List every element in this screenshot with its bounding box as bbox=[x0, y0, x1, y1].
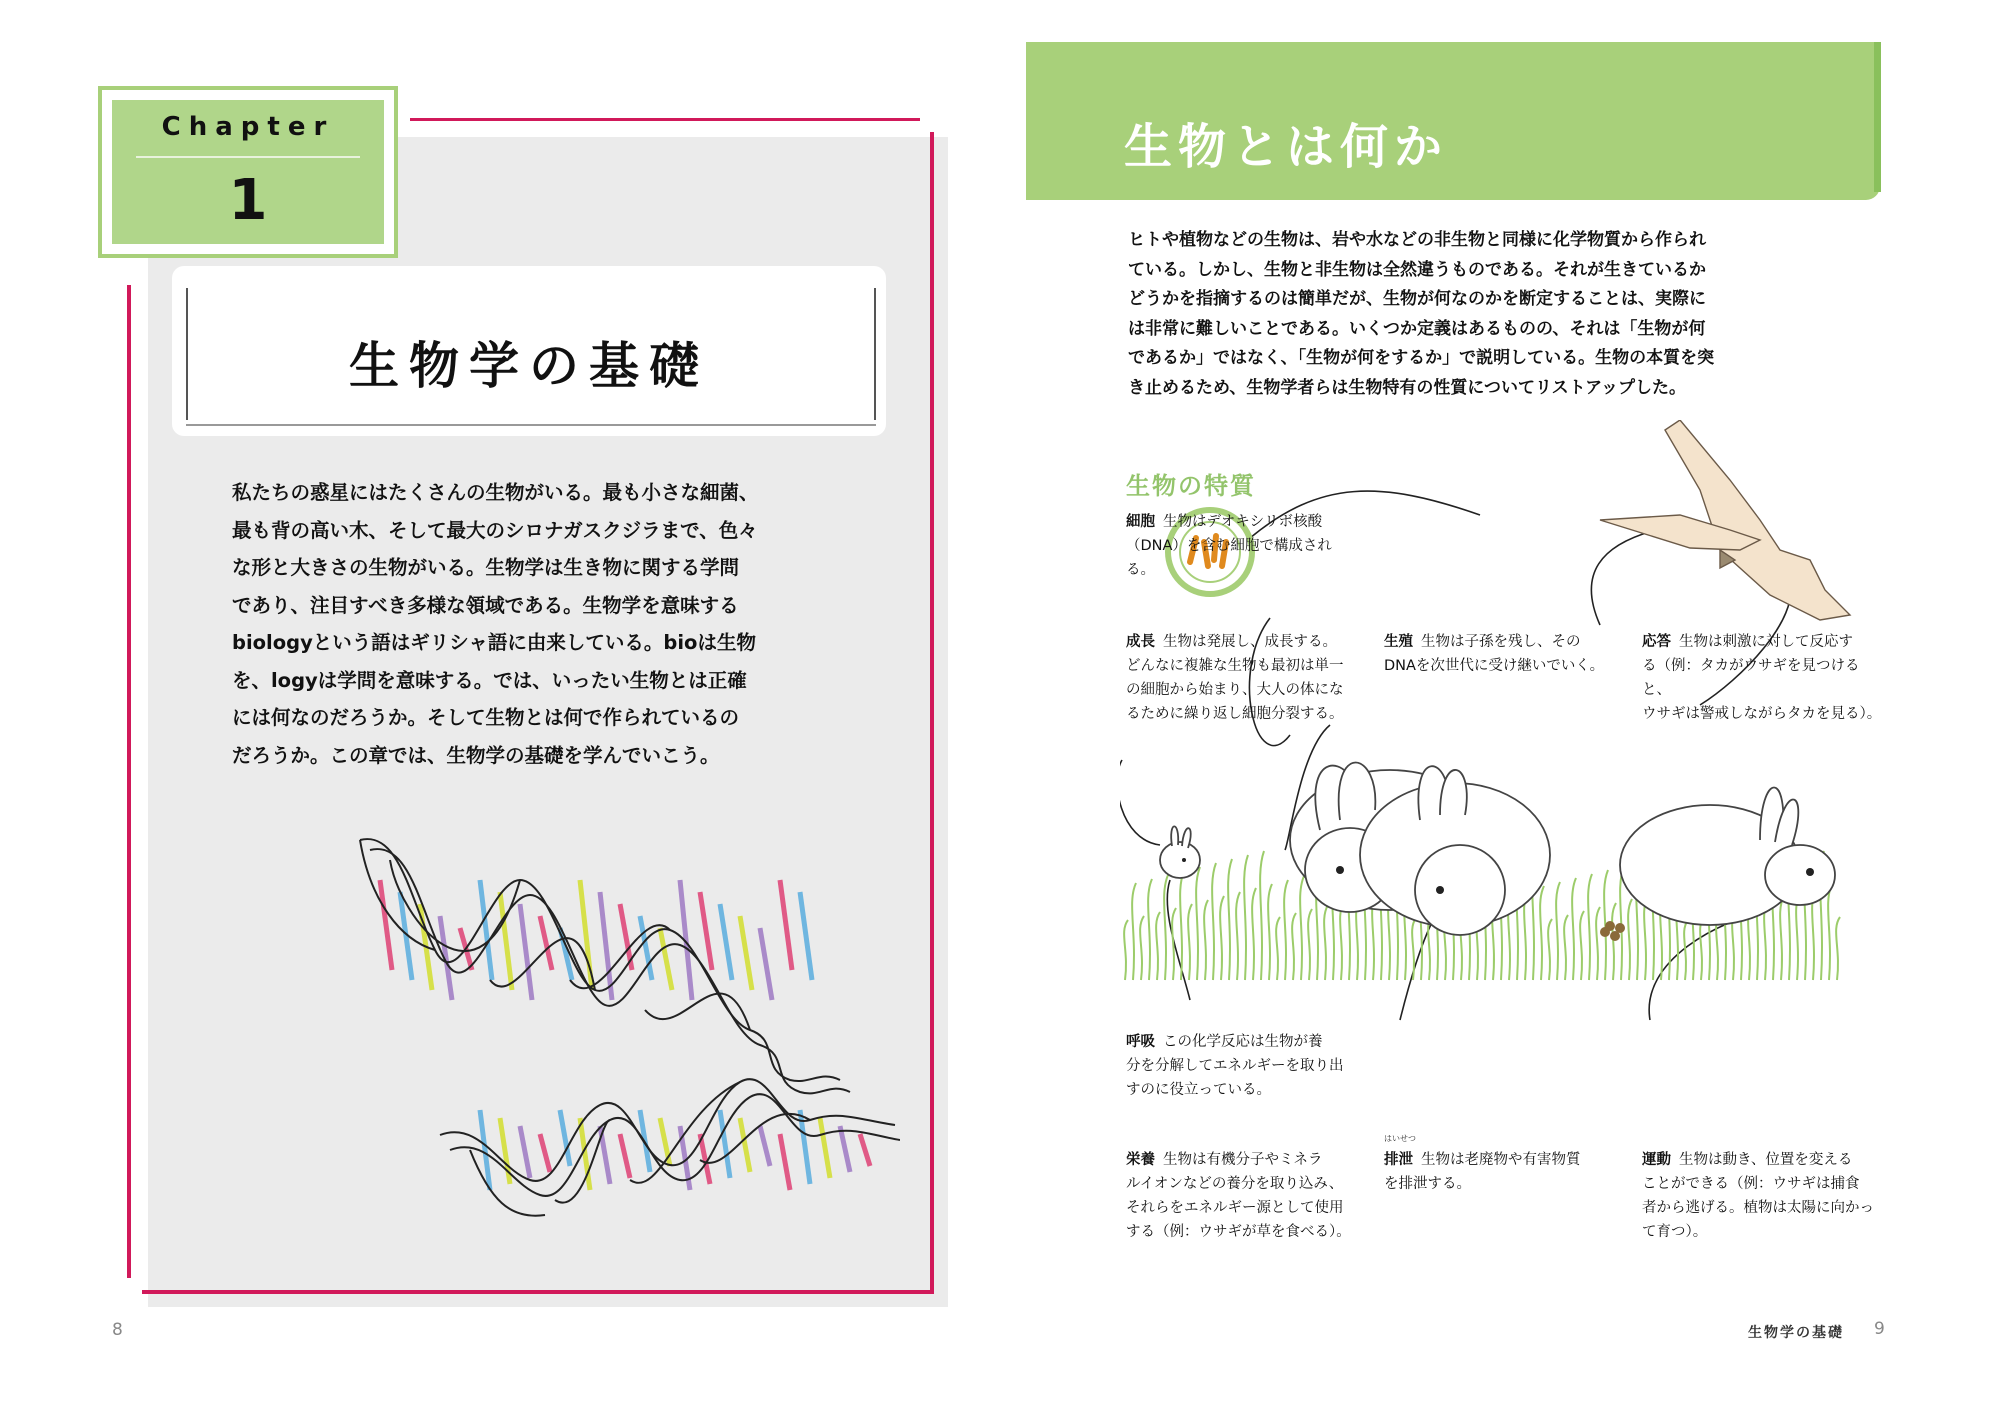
feature-term: 応答 bbox=[1642, 634, 1671, 650]
dna-rung bbox=[520, 1126, 530, 1178]
body-line: ヒトや植物などの生物は、岩や水などの非生物と同様に化学物質から作られ bbox=[1128, 230, 1706, 250]
intro-line: な形と大きさの生物がいる。生物学は生き物に関する学問 bbox=[232, 556, 740, 579]
feature-movement: 運動 生物は動き、位置を変える ことができる（例：ウサギは捕食 者から逃げる。植物は太陽に向かっ て育つ）。 bbox=[1642, 1152, 1874, 1240]
dna-rung bbox=[720, 904, 732, 980]
grass-blade bbox=[1324, 905, 1328, 980]
title-frame-bottom bbox=[186, 424, 876, 426]
section-title: 生物とは何か bbox=[1124, 119, 1449, 175]
grass-blade bbox=[1540, 886, 1544, 980]
grass-blade bbox=[1300, 876, 1304, 980]
grass-blade bbox=[1780, 896, 1784, 980]
feature-term: 呼吸 bbox=[1126, 1034, 1155, 1050]
dna-helix-illustration bbox=[340, 820, 900, 1240]
dna-rung bbox=[680, 880, 692, 1000]
grass-blade bbox=[1276, 917, 1280, 980]
grass-blade bbox=[1556, 882, 1560, 980]
section-header-rule bbox=[1026, 200, 1872, 202]
pink-border-bottom bbox=[142, 1290, 934, 1294]
grass-blade bbox=[1148, 879, 1152, 980]
dna-rung bbox=[500, 1118, 510, 1184]
grass-blade bbox=[1236, 892, 1240, 980]
dna-rung bbox=[480, 1110, 490, 1190]
feature-term: 栄養 bbox=[1126, 1152, 1155, 1168]
grass-blade bbox=[1268, 884, 1272, 980]
grass-blade bbox=[1260, 851, 1264, 980]
intro-line: であり、注目すべき多様な領域である。生物学を意味する bbox=[232, 593, 739, 617]
running-footer: 生物学の基礎 bbox=[1748, 1325, 1844, 1341]
feature-term: 細胞 bbox=[1126, 514, 1155, 530]
feature-term: 運動 bbox=[1642, 1152, 1671, 1168]
grass-blade bbox=[1204, 900, 1208, 980]
hawk-drawing bbox=[1600, 420, 1850, 620]
dna-rung bbox=[480, 880, 492, 980]
grass-blade bbox=[1284, 880, 1288, 980]
dna-rung bbox=[520, 904, 532, 1000]
intro-line: を、logyは学問を意味する。では、いったい生物とは正確 bbox=[232, 668, 747, 692]
pink-border-top bbox=[410, 118, 920, 121]
body-line: は非常に難しいことである。いくつか定義はあるものの、それは「生物が何 bbox=[1128, 318, 1706, 339]
grass-blade bbox=[1580, 911, 1584, 980]
grass-blade bbox=[1180, 871, 1184, 980]
grass-blade bbox=[1572, 878, 1576, 980]
grass-blade bbox=[1596, 907, 1600, 980]
grass-blade bbox=[1564, 915, 1568, 980]
dna-rung bbox=[740, 1118, 750, 1172]
grass-blade bbox=[1132, 883, 1136, 980]
grass-blade bbox=[1684, 920, 1688, 980]
grass-blade bbox=[1612, 903, 1616, 980]
body-line: ている。しかし、生物と非生物は全然違うものである。それが生きているか bbox=[1128, 259, 1706, 280]
grass-blade bbox=[1220, 896, 1224, 980]
dna-rung bbox=[780, 1134, 790, 1190]
feature-ruby: はいせつ bbox=[1384, 1134, 1416, 1143]
intro-line: biologyという語はギリシャ語に由来している。bioは生物 bbox=[232, 631, 756, 654]
dna-rung bbox=[860, 1134, 870, 1166]
grass-blade bbox=[1292, 913, 1296, 980]
chapter-number: 1 bbox=[228, 168, 268, 233]
feature-term: 排泄 bbox=[1384, 1152, 1413, 1168]
dna-rung bbox=[740, 916, 752, 990]
chapter-divider bbox=[136, 156, 360, 158]
dna-rung bbox=[660, 1118, 670, 1166]
intro-line: 私たちの惑星にはたくさんの生物がいる。最も小さな細菌、 bbox=[232, 481, 759, 504]
grass-blade bbox=[1628, 899, 1632, 980]
grass-blade bbox=[1228, 859, 1232, 980]
grass-blade bbox=[1188, 904, 1192, 980]
feature-respiration: 呼吸 この化学反応は生物が養 分を分解してエネルギーを取り出 すのに役立っている。 bbox=[1126, 1034, 1344, 1098]
chapter-intro bbox=[232, 474, 832, 774]
grass-blade bbox=[1340, 901, 1344, 980]
feature-reproduction: 生殖 生物は子孫を残し、その DNAを次世代に受け継いでいく。 bbox=[1384, 634, 1605, 674]
body-line: どうかを指摘するのは簡単だが、生物が何なのかを断定することは、実際に bbox=[1128, 289, 1706, 309]
dna-rung bbox=[540, 1134, 550, 1172]
dna-rung bbox=[440, 916, 452, 1000]
grass-blade bbox=[1124, 920, 1128, 980]
pink-border-left bbox=[127, 285, 131, 1278]
dna-rung bbox=[660, 928, 672, 990]
dna-rung bbox=[820, 1118, 830, 1178]
grass-blade bbox=[1156, 912, 1160, 980]
feature-term: 成長 bbox=[1126, 634, 1155, 650]
dna-rung bbox=[760, 928, 772, 1000]
dna-rung bbox=[380, 880, 392, 970]
dna-rung bbox=[640, 916, 652, 980]
grass-blade bbox=[1252, 888, 1256, 980]
section-body bbox=[1128, 226, 1888, 403]
dna-rung bbox=[540, 916, 552, 970]
grass-blade bbox=[1244, 855, 1248, 980]
grass-blade bbox=[1308, 909, 1312, 980]
page-number-right: 9 bbox=[1874, 1319, 1885, 1339]
grass-blade bbox=[1828, 884, 1832, 980]
section-header-edge bbox=[1874, 42, 1881, 192]
grass-blade bbox=[1212, 863, 1216, 980]
grass-blade bbox=[1172, 908, 1176, 980]
feature-term: 生殖 bbox=[1384, 634, 1413, 650]
dna-rung bbox=[400, 892, 412, 980]
feature-growth: 成長 生物は発展し、成長する。 どんなに複雑な生物も最初は単一 の細胞から始まり、大人の体にな るために繰り返し細胞分裂する。 bbox=[1126, 634, 1344, 722]
page-number-left: 8 bbox=[112, 1320, 123, 1340]
chapter-title: 生物学の基礎 bbox=[349, 337, 709, 395]
intro-line: だろうか。この章では、生物学の基礎を学んでいこう。 bbox=[232, 743, 720, 767]
body-line: であるか」ではなく、「生物が何をするか」で説明している。生物の本質を突 bbox=[1128, 348, 1715, 368]
grass-blade bbox=[1836, 917, 1840, 980]
grass-blade bbox=[1196, 867, 1200, 980]
dna-rung bbox=[700, 892, 712, 970]
body-line: き止めるため、生物学者らは生物特有の性質についてリストアップした。 bbox=[1128, 377, 1686, 398]
dna-rung bbox=[620, 1134, 630, 1178]
chapter-label: Chapter bbox=[161, 112, 335, 142]
feature-response: 応答 生物は刺激に対して反応す る（例：タカがウサギを見つけると、 ウサギは警戒しながらタカを見る）。 bbox=[1642, 634, 1882, 722]
features-heading: 生物の特質 bbox=[1126, 472, 1256, 500]
dna-rung bbox=[800, 892, 812, 980]
feature-cell: 細胞 生物はデオキシリボ核酸 （DNA）を含む細胞で構成され る。 bbox=[1126, 514, 1332, 578]
intro-line: には何なのだろうか。そして生物とは何で作られているの bbox=[232, 706, 740, 729]
pink-border-right bbox=[930, 132, 934, 1292]
grass-blade bbox=[1588, 874, 1592, 980]
feature-nutrition: 栄養 生物は有機分子やミネラ ルイオンなどの養分を取り込み、 それらをエネルギー源として使用 する（例：ウサギが草を食べる）。 bbox=[1126, 1152, 1351, 1240]
grass-blade bbox=[1412, 918, 1416, 980]
dna-rung bbox=[840, 1126, 850, 1172]
dna-rung bbox=[780, 880, 792, 970]
grass-blade bbox=[1548, 919, 1552, 980]
feature-excretion: はいせつ 排泄 生物は老廃物や有害物質 を排泄する。 bbox=[1384, 1134, 1581, 1192]
intro-line: 最も背の高い木、そして最大のシロナガスクジラまで、色々 bbox=[232, 518, 758, 542]
dna-rung bbox=[760, 1126, 770, 1166]
grass-blade bbox=[1140, 916, 1144, 980]
dna-rung bbox=[600, 892, 612, 1000]
